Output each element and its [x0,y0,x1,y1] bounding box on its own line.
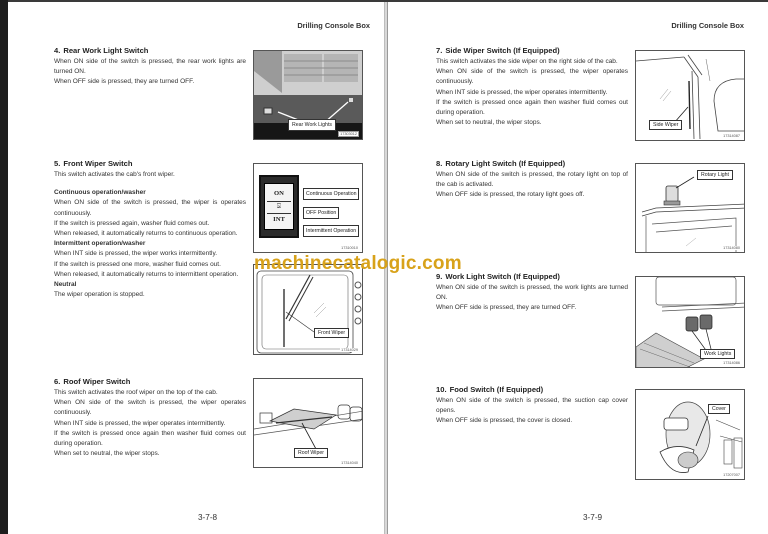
paragraph: When OFF side is pressed, they are turned OFF. [54,78,195,86]
section-side-wiper [436,46,628,128]
paragraph: If the switch is pressed once again then washer fluid comes out during operation. [436,98,628,117]
paragraph: When set to neutral, the wiper stops. [54,450,160,458]
paragraph: This switch activates the roof wiper on the top of the cab. [54,389,218,396]
callout-continuous-operation: Continuous Operation [303,188,359,200]
paragraph: When INT side is pressed, the wiper operates intermittently. [54,419,226,427]
paragraph: When ON side of the switch is pressed, the wiper is operates continuously. [54,199,246,217]
callout-intermittent-operation: Intermittent Operation [303,225,359,237]
callout-cover: Cover [708,404,730,414]
switch-label-int: INT [273,216,285,223]
paragraph: If the switch is pressed one more, washer fluid comes out. [54,260,221,268]
callout-work-lights: Work Lights [700,349,735,359]
callout-front-wiper: Front Wiper [314,328,349,338]
switch-label-on: ON [274,190,284,197]
paragraph: When OFF side is pressed, the rotary light goes off. [436,191,585,199]
callout-rotary-light: Rotary Light [697,170,733,180]
figure-cover [635,389,745,480]
callout-off-position: OFF Position [303,207,339,219]
figure-id: 17314040 [341,461,358,465]
section-work-light [436,272,628,314]
figure-id: 17314080 [723,246,740,250]
section-title: 9. Work Light Switch (If Equipped) [436,272,560,281]
paragraph: When INT side is pressed, the wiper operates intermittently. [436,88,608,96]
figure-id: 17310010 [341,246,358,250]
figure-side-wiper [635,50,745,141]
page-number: 3-7-9 [583,513,603,522]
subsection-heading: Neutral [54,281,77,289]
paragraph: When INT side is pressed, the wiper works intermittently. [54,250,218,258]
figure-rear-work-lights-photo [253,50,363,140]
section-roof-wiper [54,377,246,459]
callout-side-wiper: Side Wiper [649,120,682,130]
callout-roof-wiper: Roof Wiper [294,448,328,458]
paragraph: When OFF side is pressed, the cover is closed. [436,417,573,425]
paragraph: When ON side of the switch is pressed, the wiper operates continuously. [436,68,628,86]
running-head: Drilling Console Box [297,21,370,30]
section-title: 5. Front Wiper Switch [54,159,133,168]
paragraph: The wiper operation is stopped. [54,291,145,299]
section-title: 8. Rotary Light Switch (If Equipped) [436,159,566,168]
figure-front-wiper [253,264,363,355]
figure-id: 17314087 [723,134,740,138]
section-title: 10. Food Switch (If Equipped) [436,385,544,394]
paragraph: When OFF side is pressed, they are turned OFF. [436,304,577,312]
paragraph: When ON side of the switch is pressed, the suction cap cover opens. [436,397,628,415]
paragraph: When set to neutral, the wiper stops. [436,119,542,127]
subsection-heading: Continuous operation/washer [54,189,146,197]
figure-id: 17303012 [340,132,357,136]
page-number: 3-7-8 [198,513,218,522]
callout-rear-work-lights: Rear Work Lights [288,119,336,131]
section-food-switch [436,385,628,427]
figure-rotary-light [635,163,745,253]
watermark: machinecatalogic.com [254,253,462,274]
section-title: 4. Rear Work Light Switch [54,46,149,55]
section-rear-work-light [54,46,246,88]
paragraph: When ON side of the switch is pressed, the work lights are turned ON. [436,284,628,302]
figure-id: 17207007 [723,473,740,477]
subsection-heading: Intermittent operation/washer [54,240,146,248]
section-title: 6. Roof Wiper Switch [54,377,131,386]
paragraph: This switch activates the cab's front wiper. [54,171,175,178]
paragraph: When ON side of the switch is pressed, the wiper operates continuously. [54,399,246,417]
paragraph: When ON side of the switch is pressed, the rotary light on top of the cab is activated. [436,171,628,189]
section-front-wiper [54,159,246,300]
figure-id: 17314086 [723,361,740,365]
figure-work-lights [635,276,745,368]
wiper-symbol-icon: ⍄ [277,203,281,210]
front-wiper-drawing [254,265,363,355]
running-head: Drilling Console Box [671,21,744,30]
paragraph: When released, it automatically returns to intermittent operation. [54,270,239,278]
viewer-left-border [0,0,8,534]
paragraph: If the switch is pressed once again then washer fluid comes out during operation. [54,429,246,448]
rocker-switch [259,175,299,238]
figure-wiper-switch-diagram [253,163,363,253]
section-rotary-light [436,159,628,201]
paragraph: When released, it automatically returns to continuous operation. [54,230,238,238]
section-title: 7. Side Wiper Switch (If Equipped) [436,46,560,55]
figure-roof-wiper [253,378,363,468]
paragraph: This switch activates the side wiper on the right side of the cab. [436,58,618,65]
paragraph: When ON side of the switch is pressed, the rear work lights are turned ON. [54,58,246,76]
paragraph: If the switch is pressed again, washer fluid comes out. [54,219,210,227]
figure-id: 17314029 [341,348,358,352]
